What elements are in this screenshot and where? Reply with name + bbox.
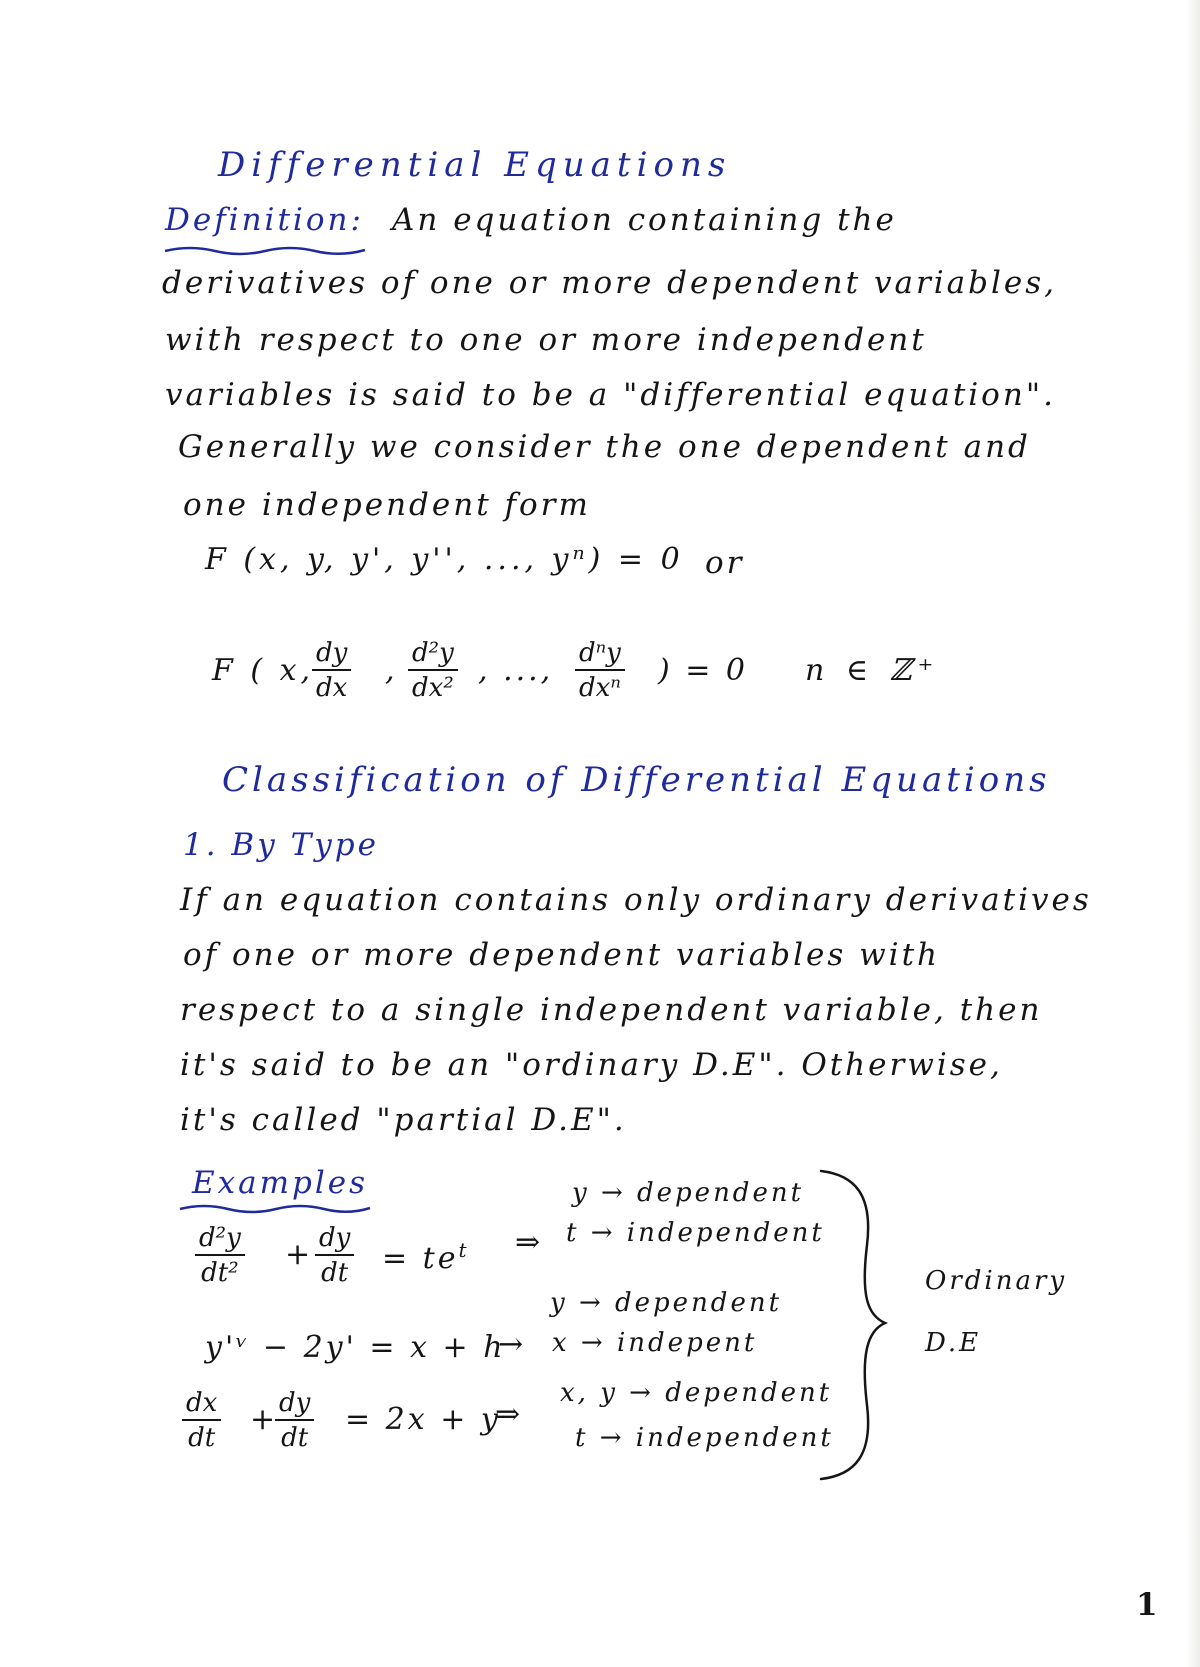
ex1-rhs-exponent: t: [458, 1238, 470, 1262]
fraction-denominator: dx: [316, 673, 348, 703]
n-domain: n ∈ ℤ⁺: [805, 653, 940, 688]
fraction-numerator: dⁿy: [575, 640, 625, 671]
definition-underline: [165, 245, 365, 257]
leibniz-comma: ,: [385, 653, 398, 688]
page-edge-shadow: [1186, 0, 1200, 1667]
ex1-fraction-2: [315, 1225, 354, 1286]
fraction-d2y-dx2: [408, 640, 458, 701]
ex3-fraction-1: [182, 1390, 221, 1451]
classification-line-5: it's called "partial D.E".: [180, 1102, 627, 1138]
examples-label: Examples: [192, 1165, 369, 1201]
fraction-denominator: dxⁿ: [579, 673, 621, 703]
definition-line-6: one independent form: [183, 487, 591, 523]
ex1-rhs-base: = te: [382, 1241, 459, 1276]
ex1-plus: +: [285, 1237, 314, 1272]
classification-line-1: If an equation contains only ordinary derivatives: [180, 882, 1092, 918]
conclusion-ordinary: Ordinary: [925, 1266, 1068, 1296]
or-text: or: [705, 545, 745, 581]
fraction-denominator: dt²: [201, 1258, 239, 1288]
ex3-note-2: t → independent: [575, 1423, 834, 1453]
examples-brace: [815, 1165, 895, 1485]
fraction-numerator: d²y: [195, 1225, 245, 1256]
examples-underline: [180, 1203, 370, 1215]
fraction-dny-dxn: [575, 640, 625, 701]
classification-line-3: respect to a single independent variable, then: [180, 992, 1043, 1028]
fraction-denominator: dt: [188, 1423, 216, 1453]
leibniz-dots: , ...,: [478, 653, 554, 688]
ex3-rhs: = 2x + y: [345, 1402, 501, 1437]
implicit-form: F (x, y, y', y'', ..., yⁿ) = 0: [205, 542, 684, 577]
ex2-note-1: y → dependent: [550, 1288, 783, 1318]
ex2-note-2: x → indepent: [552, 1328, 758, 1358]
ex2-arrow: →: [498, 1327, 527, 1362]
page-number: 1: [1136, 1587, 1161, 1623]
ex3-plus: +: [250, 1402, 279, 1437]
classification-line-4: it's said to be an "ordinary D.E". Otherwise,: [180, 1047, 1003, 1083]
fraction-dy-dx: [312, 640, 351, 701]
classification-line-2: of one or more dependent variables with: [183, 937, 940, 973]
definition-line-4: variables is said to be a "differential equation".: [165, 377, 1056, 413]
fraction-numerator: d²y: [408, 640, 458, 671]
classification-subheading: 1. By Type: [183, 827, 379, 863]
definition-line-1: An equation containing the: [392, 202, 897, 238]
fraction-numerator: dx: [182, 1390, 221, 1421]
ex1-fraction-1: [195, 1225, 245, 1286]
ex3-note-1: x, y → dependent: [560, 1378, 833, 1408]
ex3-fraction-2: [275, 1390, 314, 1451]
fraction-numerator: dy: [315, 1225, 354, 1256]
definition-line-5: Generally we consider the one dependent and: [178, 429, 1031, 465]
fraction-denominator: dx²: [412, 673, 454, 703]
leibniz-close: ) = 0: [658, 653, 748, 688]
definition-line-3: with respect to one or more independent: [165, 322, 927, 358]
definition-label: Definition:: [165, 202, 364, 238]
definition-line-2: derivatives of one or more dependent variables,: [162, 265, 1058, 301]
conclusion-de: D.E: [925, 1328, 982, 1358]
ex3-arrow: ⇒: [495, 1397, 524, 1432]
ex1-note-1: y → dependent: [572, 1178, 805, 1208]
ex1-arrow: ⇒: [515, 1225, 544, 1260]
ex2-equation: y'ᵛ − 2y' = x + h: [205, 1330, 506, 1365]
page-title: Differential Equations: [218, 145, 732, 185]
fraction-numerator: dy: [312, 640, 351, 671]
fraction-numerator: dy: [275, 1390, 314, 1421]
ex1-note-2: t → independent: [566, 1218, 825, 1248]
ex1-rhs: [382, 1240, 470, 1274]
classification-heading: Classification of Differential Equations: [222, 760, 1051, 800]
fraction-denominator: dt: [321, 1258, 349, 1288]
leibniz-open: F ( x,: [212, 653, 315, 688]
fraction-denominator: dt: [281, 1423, 309, 1453]
